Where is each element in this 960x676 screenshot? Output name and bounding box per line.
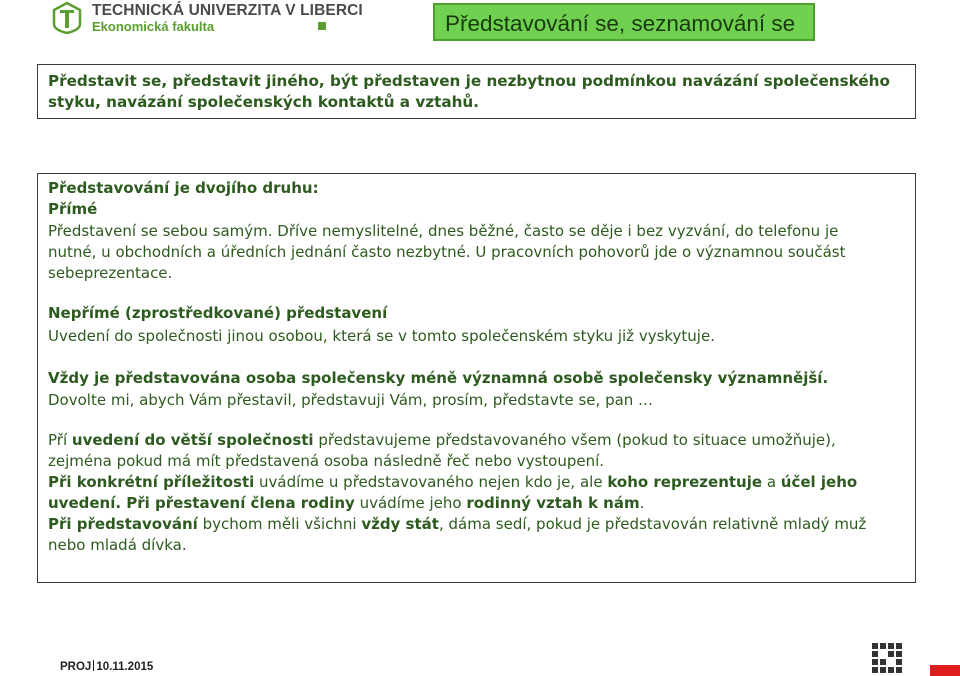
footer-date: 10.11.2015 bbox=[96, 661, 154, 673]
rule-text: Vždy je představována osoba společensky méně významná osobě společensky významnější. bbox=[48, 369, 829, 387]
p2-a: Při konkrétní příležitosti bbox=[48, 473, 255, 491]
p2-d: a bbox=[762, 473, 781, 491]
content-box bbox=[37, 173, 916, 583]
direct-text-line-2: nutné, u obchodních a úředních jednání často nezbytné. U pracovních pohovorů jde o významnou součást bbox=[48, 243, 846, 261]
p1-a: Pří bbox=[48, 431, 72, 449]
tul-logo-icon bbox=[52, 2, 82, 34]
p2-i: . bbox=[639, 494, 645, 512]
p2-c: koho reprezentuje bbox=[607, 473, 763, 491]
p3-c: vždy stát bbox=[361, 515, 439, 533]
indirect-text: Uvedení do společnosti jinou osobou, která se v tomto společenském styku již vyskytuje. bbox=[48, 327, 715, 345]
direct-text-line-3: sebeprezentace. bbox=[48, 264, 173, 282]
paragraph-2-line-1 bbox=[48, 473, 857, 491]
faculty-square-icon bbox=[318, 22, 326, 30]
p2-e: účel jeho bbox=[780, 473, 858, 491]
example-text: Dovolte mi, abych Vám přestavil, představuji Vám, prosím, představte se, pan … bbox=[48, 391, 654, 409]
intro-text: Představit se, představit jiného, být představen je nezbytnou podmínkou navázání společenského styku, navázání společenských kontaktů a vztahů. bbox=[48, 72, 890, 111]
intro-box bbox=[37, 64, 916, 119]
p3-d: , dáma sedí, pokud je představován relativně mladý muž bbox=[438, 515, 867, 533]
faculty-name: Ekonomická fakulta bbox=[92, 19, 215, 34]
slide-title-box bbox=[433, 3, 815, 41]
university-logo bbox=[52, 2, 363, 36]
footer-accent-bar bbox=[930, 665, 960, 676]
p2-g: uvádíme jeho bbox=[354, 494, 467, 512]
p2-h: rodinný vztah k nám bbox=[466, 494, 640, 512]
paragraph-1-line-1 bbox=[48, 431, 836, 449]
direct-text-line-1: Představení se sebou samým. Dříve nemyslitelné, dnes běžné, často se děje i bez vyzvání, do telefonu je bbox=[48, 222, 839, 240]
paragraph-3-line-1 bbox=[48, 515, 866, 533]
p3-a: Při představování bbox=[48, 515, 198, 533]
p2-f: uvedení. Při přestavení člena rodiny bbox=[48, 494, 355, 512]
p1-b: uvedení do větší společnosti bbox=[71, 431, 314, 449]
university-name: TECHNICKÁ UNIVERZITA V LIBERCI bbox=[92, 2, 363, 19]
types-heading: Představování je dvojího druhu: bbox=[48, 179, 319, 197]
p1-c: představujeme představovaného všem (pokud to situace umožňuje), bbox=[313, 431, 836, 449]
grid-logo-icon bbox=[872, 643, 902, 673]
paragraph-2-line-2 bbox=[48, 494, 644, 512]
footer-divider bbox=[93, 660, 94, 671]
footer bbox=[60, 660, 153, 673]
p2-b: uvádíme u představovaného nejen kdo je, ale bbox=[254, 473, 608, 491]
footer-proj: PROJ bbox=[60, 661, 92, 673]
paragraph-3-line-2: nebo mladá dívka. bbox=[48, 536, 187, 554]
p3-b: bychom měli všichni bbox=[197, 515, 362, 533]
direct-heading: Přímé bbox=[48, 200, 98, 218]
slide-title: Představování se, seznamování se bbox=[445, 11, 796, 36]
paragraph-1-line-2: zejména pokud má mít představená osoba následně řeč nebo vystoupení. bbox=[48, 452, 605, 470]
indirect-heading: Nepřímé (zprostředkované) představení bbox=[48, 304, 388, 322]
